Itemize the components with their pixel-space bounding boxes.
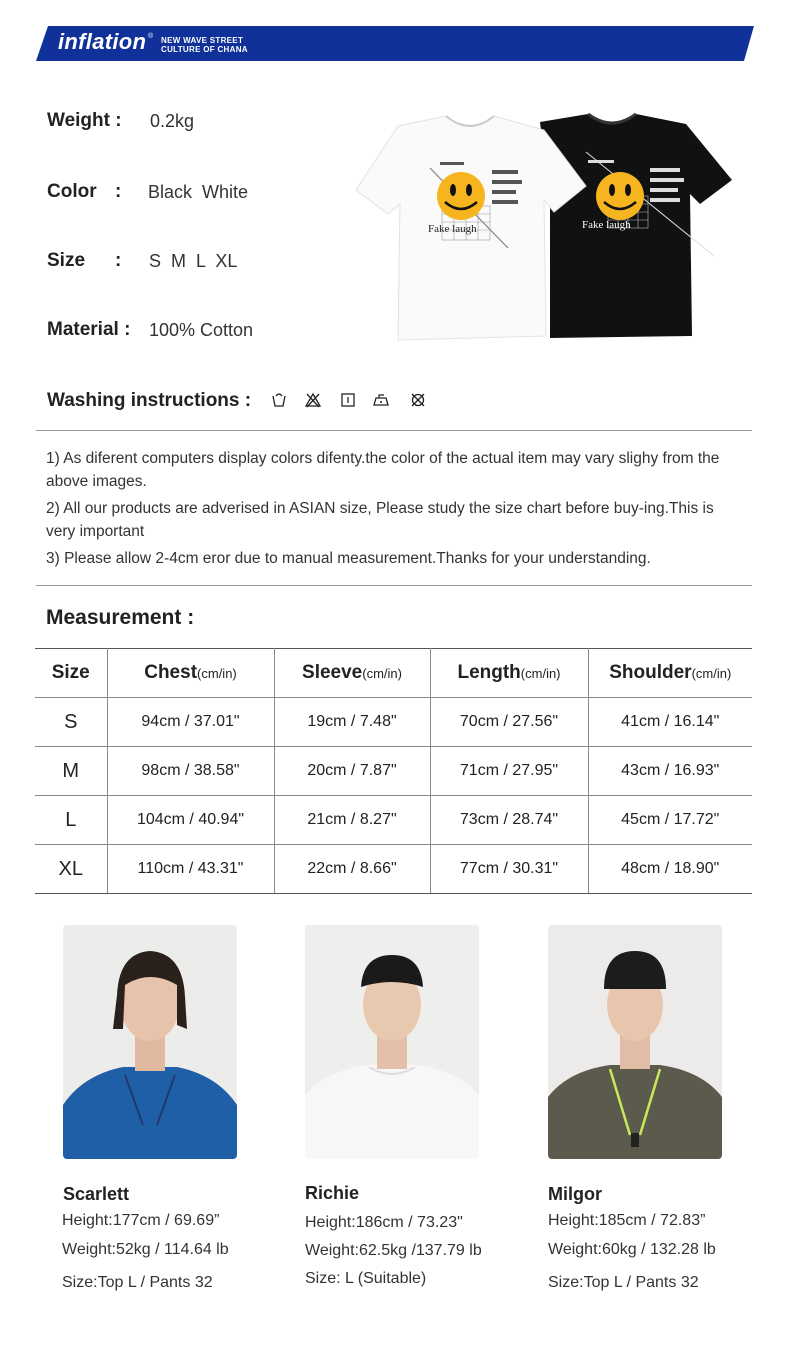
material-value: 100% Cotton xyxy=(149,320,254,340)
product-tshirts-image xyxy=(350,108,750,348)
model-weight-milgor: Weight:60kg / 132.28 lb xyxy=(548,1241,716,1258)
note-3: 3) Please allow 2-4cm eror due to manual measurement.Thanks for your understanding. xyxy=(46,550,651,567)
header-length: Length(cm/in) xyxy=(430,649,588,698)
registered-mark: ® xyxy=(148,33,154,40)
size-label: Size xyxy=(47,250,86,271)
divider-bottom xyxy=(36,585,752,586)
model-height-scarlett: Height:177cm / 69.69” xyxy=(62,1212,220,1229)
hand-wash-icon xyxy=(271,392,287,408)
model-height-milgor: Height:185cm / 72.83” xyxy=(548,1212,706,1229)
header-sleeve: Sleeve(cm/in) xyxy=(274,649,430,698)
shoulder-cell: 41cm / 16.14" xyxy=(588,698,752,747)
model-name-scarlett: Scarlett xyxy=(63,1184,130,1204)
sleeve-cell: 20cm / 7.87" xyxy=(274,747,430,796)
model-photo-richie xyxy=(305,925,479,1159)
color-label: Color xyxy=(47,181,97,202)
model-name-richie: Richie xyxy=(305,1183,360,1203)
header-shoulder: Shoulder(cm/in) xyxy=(588,649,752,698)
black-tshirt xyxy=(540,114,732,338)
chest-cell: 110cm / 43.31" xyxy=(107,845,274,894)
table-row xyxy=(35,747,752,796)
color-value: Black White xyxy=(148,182,249,202)
white-shirt-print-text: Fake laugh xyxy=(428,223,477,235)
length-cell: 77cm / 30.31" xyxy=(430,845,588,894)
sleeve-cell: 21cm / 8.27" xyxy=(274,796,430,845)
model-weight-scarlett: Weight:52kg / 114.64 lb xyxy=(62,1241,229,1258)
header-size: Size xyxy=(35,649,107,698)
model-height-richie: Height:186cm / 73.23" xyxy=(305,1214,463,1231)
model-photo-milgor xyxy=(548,925,722,1159)
weight-label: Weight : xyxy=(47,110,122,131)
table-row xyxy=(35,796,752,845)
measurement-title: Measurement : xyxy=(46,606,195,629)
size-cell: M xyxy=(35,747,107,796)
iron-low-icon xyxy=(373,392,389,408)
no-bleach-icon xyxy=(305,392,321,408)
shoulder-cell: 43cm / 16.93" xyxy=(588,747,752,796)
tagline-line-1: NEW WAVE STREET xyxy=(161,36,244,45)
shoulder-cell: 48cm / 18.90" xyxy=(588,845,752,894)
material-label: Material : xyxy=(47,319,131,340)
no-dry-clean-icon xyxy=(410,392,426,408)
size-colon: : xyxy=(115,250,122,271)
size-cell: L xyxy=(35,796,107,845)
table-row xyxy=(35,845,752,894)
header-chest: Chest(cm/in) xyxy=(107,649,274,698)
note-2: 2) All our products are adverised in ASIAN size, Please study the size chart before buy-ing.This is very important xyxy=(46,500,714,540)
size-value: S M L XL xyxy=(149,251,238,271)
tumble-dry-icon xyxy=(340,392,356,408)
size-chart-table xyxy=(35,648,752,894)
model-size-scarlett: Size:Top L / Pants 32 xyxy=(62,1274,213,1291)
sleeve-cell: 22cm / 8.66" xyxy=(274,845,430,894)
weight-value: 0.2kg xyxy=(150,111,195,131)
divider-top xyxy=(36,430,752,431)
chest-cell: 104cm / 40.94" xyxy=(107,796,274,845)
size-cell: S xyxy=(35,698,107,747)
washing-label: Washing instructions : xyxy=(47,390,252,411)
chest-cell: 94cm / 37.01" xyxy=(107,698,274,747)
brand-logo: inflation xyxy=(58,29,147,54)
model-size-richie: Size: L (Suitable) xyxy=(305,1270,427,1287)
note-1: 1) As diferent computers display colors difenty.the color of the actual item may vary slighy from the above images. xyxy=(46,450,720,490)
tagline-line-2: CULTURE OF CHANA xyxy=(161,45,248,54)
length-cell: 70cm / 27.56" xyxy=(430,698,588,747)
shoulder-cell: 45cm / 17.72" xyxy=(588,796,752,845)
model-size-milgor: Size:Top L / Pants 32 xyxy=(548,1274,699,1291)
black-shirt-print-text: Fake laugh xyxy=(582,219,631,231)
size-cell: XL xyxy=(35,845,107,894)
sleeve-cell: 19cm / 7.48" xyxy=(274,698,430,747)
chest-cell: 98cm / 38.58" xyxy=(107,747,274,796)
table-header-row xyxy=(35,649,752,698)
length-cell: 73cm / 28.74" xyxy=(430,796,588,845)
model-name-milgor: Milgor xyxy=(548,1184,602,1204)
color-colon: : xyxy=(115,181,122,202)
length-cell: 71cm / 27.95" xyxy=(430,747,588,796)
model-weight-richie: Weight:62.5kg /137.79 lb xyxy=(305,1242,482,1259)
model-photo-scarlett xyxy=(63,925,237,1159)
table-row xyxy=(35,698,752,747)
